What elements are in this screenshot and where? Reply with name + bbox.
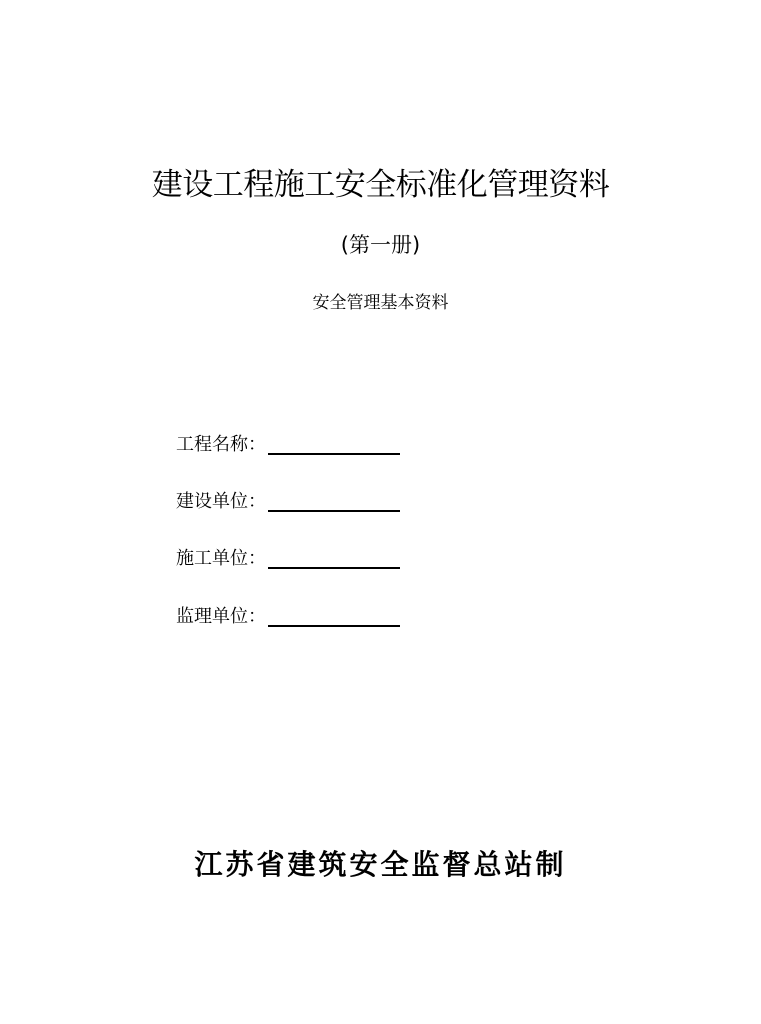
supervisor-label: 监理单位：	[176, 606, 266, 627]
issuer-line: 江苏省建筑安全监督总站制	[194, 848, 567, 881]
contractor-label: 施工单位：	[176, 548, 266, 569]
contractor-blank[interactable]	[268, 544, 400, 569]
supervisor-blank[interactable]	[268, 602, 400, 627]
volume-label: (第一册)	[340, 233, 421, 257]
project-name-label: 工程名称：	[176, 434, 266, 455]
document-subtitle: 安全管理基本资料	[312, 293, 449, 313]
construction-owner-field	[176, 487, 400, 517]
construction-owner-blank[interactable]	[268, 487, 400, 512]
supervisor-field	[176, 602, 400, 632]
project-name-blank[interactable]	[268, 430, 400, 455]
construction-owner-label: 建设单位：	[176, 491, 266, 512]
contractor-field	[176, 544, 400, 574]
document-title: 建设工程施工安全标准化管理资料	[151, 167, 610, 203]
project-name-field	[176, 430, 400, 460]
